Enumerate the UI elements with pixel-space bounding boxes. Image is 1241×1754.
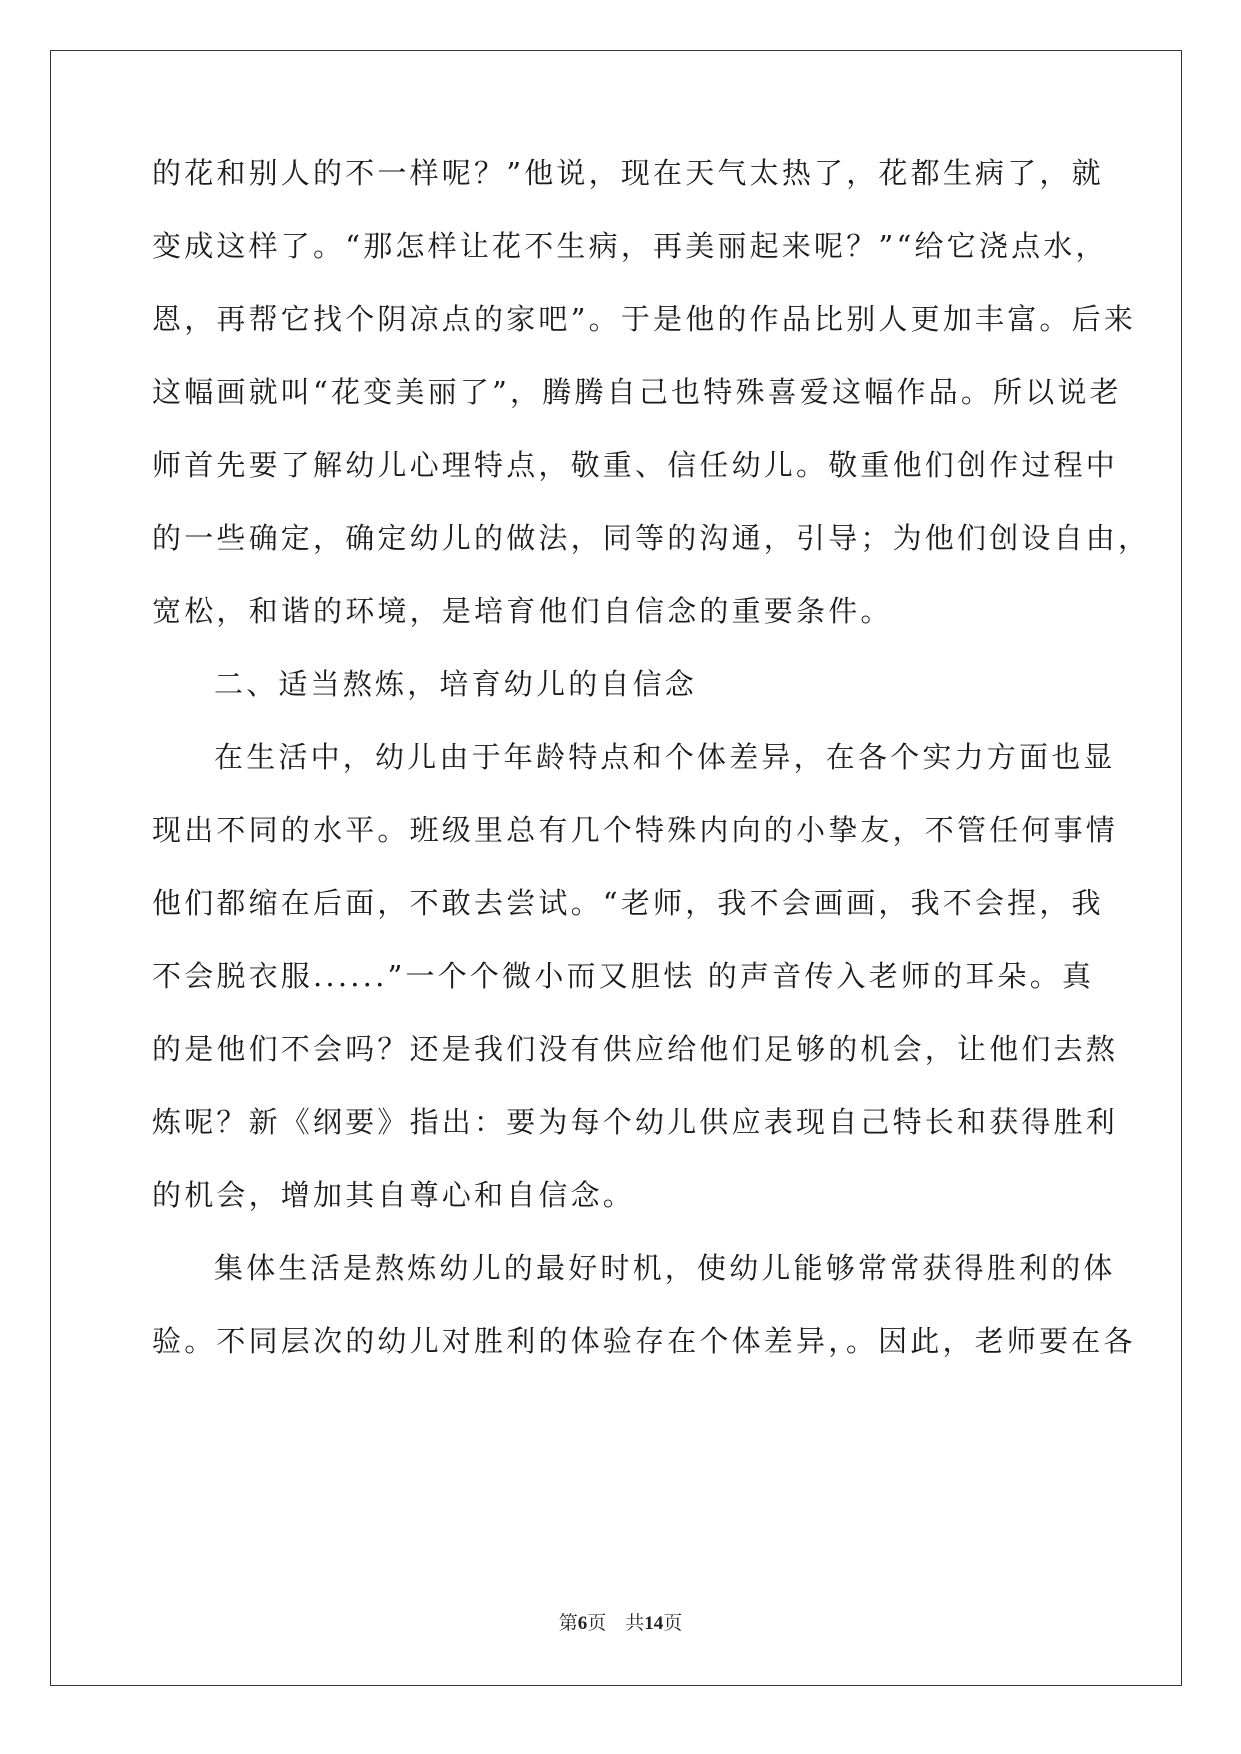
text-line: 师首先要了解幼儿心理特点，敬重、信任幼儿。敬重他们创作过程中 <box>152 448 1119 482</box>
text-line: 炼呢？新《纲要》指出：要为每个幼儿供应表现自己特长和获得胜利 <box>152 1105 1119 1139</box>
text-line: 变成这样了。“那怎样让花不生病，再美丽起来呢？”“给它浇点水， <box>152 229 1108 263</box>
footer-mid: 页 共 <box>587 1613 645 1634</box>
text-line: 集体生活是熬炼幼儿的最好时机，使幼儿能够常常获得胜利的体 <box>214 1251 1116 1285</box>
footer-suffix: 页 <box>663 1613 683 1634</box>
text-line: 的花和别人的不一样呢？”他说，现在天气太热了，花都生病了，就 <box>152 156 1104 190</box>
text-line: 现出不同的水平。班级里总有几个特殊内向的小挚友，不管任何事情 <box>152 813 1119 847</box>
text-line: 这幅画就叫“花变美丽了”，腾腾自己也特殊喜爱这幅作品。所以说老 <box>152 375 1122 409</box>
text-line: 的一些确定，确定幼儿的做法，同等的沟通，引导；为他们创设自由， <box>152 521 1151 555</box>
text-line: 恩，再帮它找个阴凉点的家吧”。于是他的作品比别人更加丰富。后来 <box>152 302 1137 336</box>
current-page-number: 6 <box>577 1613 588 1634</box>
page-number-footer <box>0 1612 1241 1636</box>
text-line: 的是他们不会吗？还是我们没有供应给他们足够的机会，让他们去熬 <box>152 1032 1119 1066</box>
text-line: 的机会，增加其自尊心和自信念。 <box>152 1178 636 1212</box>
page-border <box>50 50 1182 1686</box>
section-heading: 二、适当熬炼，培育幼儿的自信念 <box>214 667 698 701</box>
text-line: 不会脱衣服......”一个个微小而又胆怯 的声音传入老师的耳朵。真 <box>152 959 1095 993</box>
text-line: 验。不同层次的幼儿对胜利的体验存在个体差异，。因此，老师要在各 <box>152 1324 1136 1358</box>
text-line: 他们都缩在后面，不敢去尝试。“老师，我不会画画，我不会捏，我 <box>152 886 1104 920</box>
text-line: 在生活中，幼儿由于年龄特点和个体差异，在各个实力方面也显 <box>214 740 1116 774</box>
footer-prefix: 第 <box>558 1613 578 1634</box>
text-line: 宽松，和谐的环境，是培育他们自信念的重要条件。 <box>152 594 893 628</box>
total-pages-number: 14 <box>644 1613 664 1634</box>
